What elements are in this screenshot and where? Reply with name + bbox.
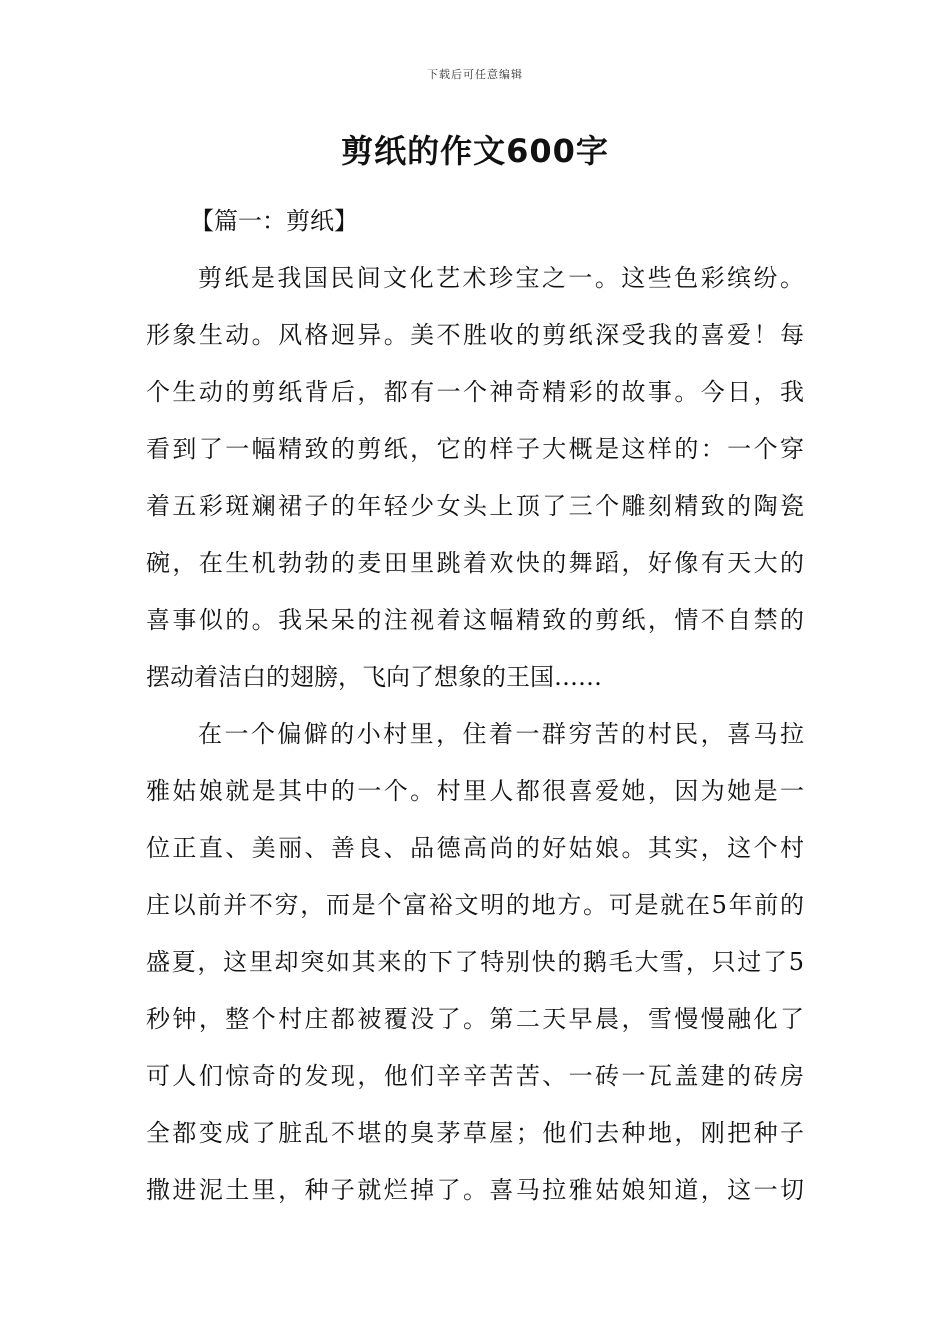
document-title: 剪纸的作文600字: [341, 132, 609, 170]
paragraph-line: 个生动的剪纸背后，都有一个神奇精彩的故事。今日，我: [146, 378, 804, 406]
paragraph-line: 形象生动。风格迥异。美不胜收的剪纸深受我的喜爱！每: [146, 321, 804, 349]
paragraph-line: 雅姑娘就是其中的一个。村里人都很喜爱她，因为她是一: [146, 777, 804, 805]
page-header-note: 下载后可任意编辑: [427, 68, 523, 81]
paragraph-line: 剪纸是我国民间文化艺术珍宝之一。这些色彩缤纷。: [198, 264, 804, 292]
paragraph-line: 碗，在生机勃勃的麦田里跳着欢快的舞蹈，好像有天大的: [146, 549, 804, 577]
paragraph-1: [146, 250, 804, 706]
paragraph-line: 可人们惊奇的发现，他们辛辛苦苦、一砖一瓦盖建的砖房: [146, 1062, 804, 1090]
paragraph-line: 全都变成了脏乱不堪的臭茅草屋；他们去种地，刚把种子: [146, 1119, 804, 1147]
section-heading: 【篇一：剪纸】: [190, 207, 358, 235]
paragraph-line: 看到了一幅精致的剪纸，它的样子大概是这样的：一个穿: [146, 435, 804, 463]
paragraph-2: [146, 706, 804, 1219]
paragraph-line: 撒进泥土里，种子就烂掉了。喜马拉雅姑娘知道，这一切: [146, 1176, 804, 1204]
paragraph-line: 位正直、美丽、善良、品德高尚的好姑娘。其实，这个村: [146, 834, 804, 862]
paragraph-line: 在一个偏僻的小村里，住着一群穷苦的村民，喜马拉: [198, 720, 804, 748]
paragraph-line: 喜事似的。我呆呆的注视着这幅精致的剪纸，情不自禁的: [146, 606, 804, 634]
paragraph-line: 庄以前并不穷，而是个富裕文明的地方。可是就在5年前的: [146, 891, 804, 919]
paragraph-line: 盛夏，这里却突如其来的下了特别快的鹅毛大雪，只过了5: [146, 948, 804, 976]
paragraph-line: 着五彩斑斓裙子的年轻少女头上顶了三个雕刻精致的陶瓷: [146, 492, 804, 520]
paragraph-line: 秒钟，整个村庄都被覆没了。第二天早晨，雪慢慢融化了: [146, 1005, 804, 1033]
paragraph-line: 摆动着洁白的翅膀，飞向了想象的王国……: [146, 663, 602, 691]
document-body: [146, 193, 804, 1219]
